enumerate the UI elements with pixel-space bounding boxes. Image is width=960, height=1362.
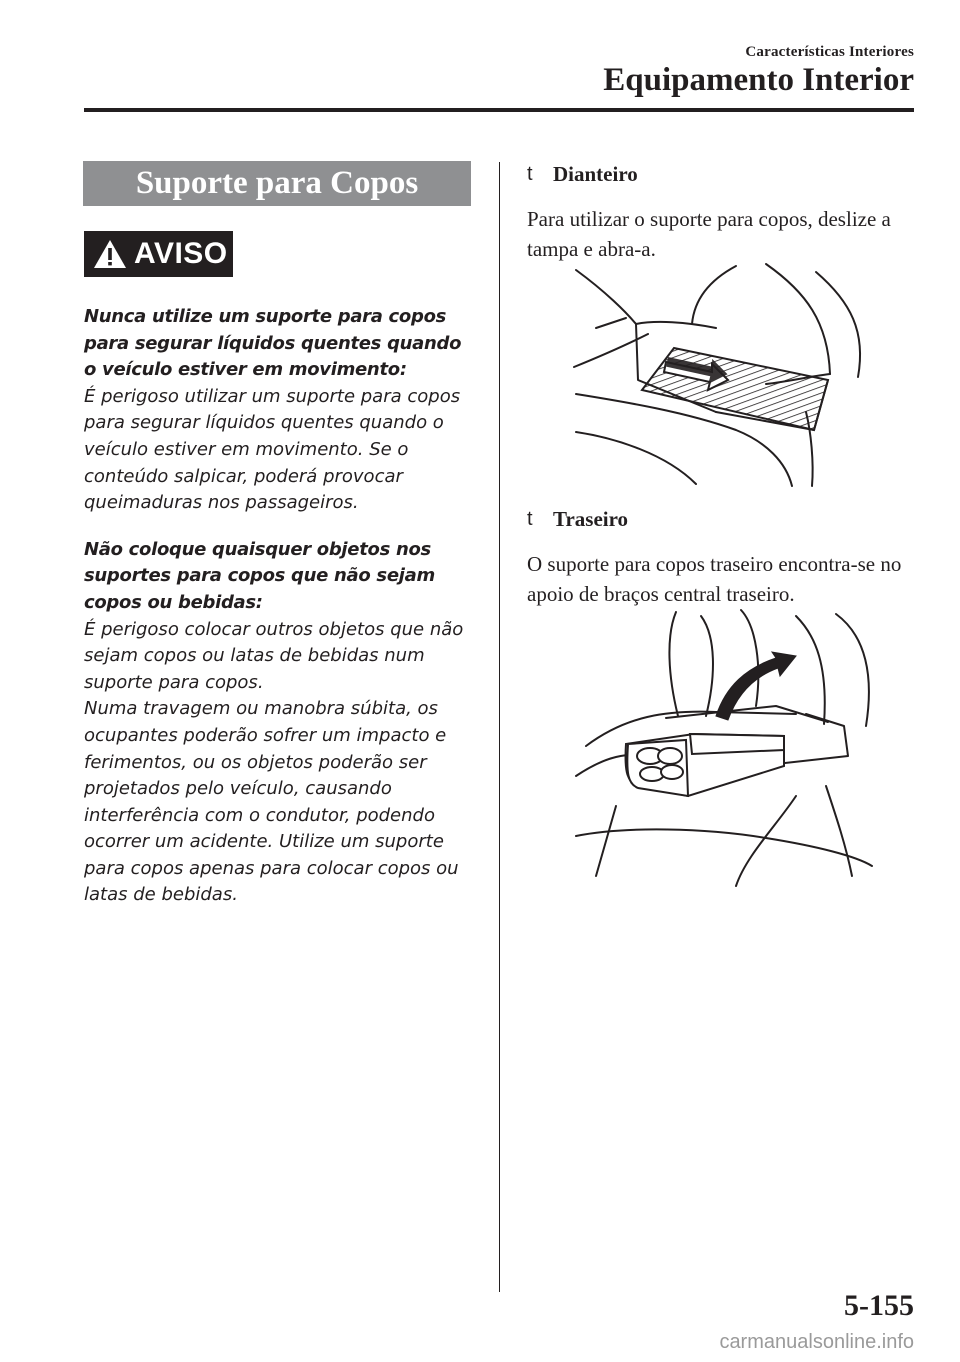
- section-title: Suporte para Copos: [83, 161, 471, 206]
- rear-heading: [527, 507, 628, 532]
- front-cup-holder-illustration: [566, 262, 886, 490]
- rear-armrest-cup-holder-illustration: [566, 606, 878, 892]
- rear-paragraph: O suporte para copos traseiro encontra-se no apoio de braços central traseiro.: [527, 552, 902, 606]
- warning-heading: Não coloque quaisquer objetos nos suportes para copos que não sejam copos ou bebidas:: [84, 538, 435, 613]
- warning-body: Numa travagem ou manobra súbita, os ocupantes poderão sofrer um impacto e ferimentos, ou os objetos poderão ser projetados pelo veículo, causando interferência com o condutor, podendo ocorrer um acidente. Utilize um suporte para copos apenas para colocar copos ou latas de bebidas.: [84, 698, 459, 906]
- warning-badge: [84, 231, 233, 277]
- header-title: Equipamento Interior: [603, 62, 914, 98]
- rear-heading-text: Traseiro: [553, 507, 629, 531]
- rear-text: [527, 549, 917, 609]
- warning-body: É perigoso colocar outros objetos que não sejam copos ou latas de bebidas num suporte para copos.: [84, 618, 464, 693]
- bullet-marker: t: [527, 508, 533, 530]
- warning-body: É perigoso utilizar um suporte para copos para segurar líquidos quentes quando o veículo estiver em movimento. Se o conteúdo salpicar, poderá provocar queimaduras nos passageiros.: [84, 385, 461, 514]
- warning-label: AVISO: [134, 237, 228, 270]
- front-heading-text: Dianteiro: [553, 162, 638, 186]
- header-rule: [84, 108, 914, 112]
- front-heading: [527, 162, 638, 187]
- warning-triangle-icon: [92, 238, 128, 270]
- warning-text: [84, 304, 479, 909]
- page-number: 5-155: [844, 1289, 914, 1322]
- bullet-marker: t: [527, 163, 533, 185]
- warning-heading: Nunca utilize um suporte para copos para segurar líquidos quentes quando o veículo estiver em movimento:: [84, 306, 462, 381]
- header-section-label: Características Interiores: [745, 44, 914, 60]
- column-divider: [499, 162, 500, 1292]
- front-paragraph: Para utilizar o suporte para copos, deslize a tampa e abra-a.: [527, 207, 891, 261]
- front-text: [527, 204, 917, 264]
- watermark: carmanualsonline.info: [719, 1331, 914, 1353]
